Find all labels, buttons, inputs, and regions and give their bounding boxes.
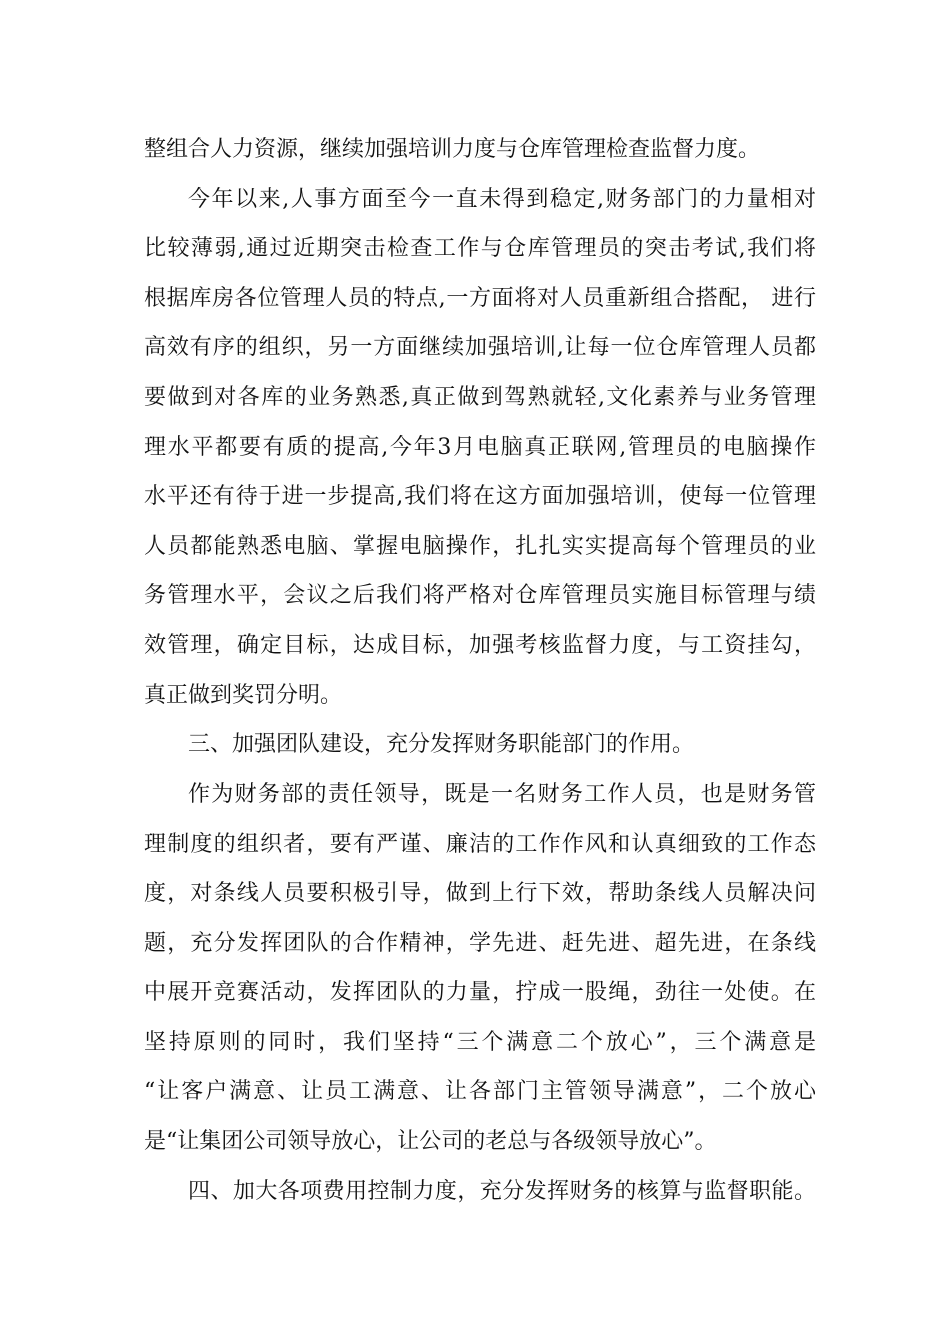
paragraph-line: 务管理水平，会议之后我们将严格对仓库管理员实施目标管理与绩 — [144, 583, 816, 608]
paragraph-line: 整组合人力资源，继续加强培训力度与仓库管理检查监督力度。 — [144, 137, 761, 162]
paragraph-line: 度，对条线人员要积极引导，做到上行下效，帮助条线人员解决问 — [144, 881, 816, 906]
paragraph-line: “让客户满意、让员工满意、让各部门主管领导满意”，二个放心 — [144, 1079, 816, 1104]
paragraph-line: 要做到对各库的业务熟悉,真正做到驾熟就轻,文化素养与业务管理 — [144, 385, 816, 410]
paragraph-line: 比较薄弱,通过近期突击检查工作与仓库管理员的突击考试,我们将 — [144, 236, 816, 261]
paragraph-line: 人员都能熟悉电脑、掌握电脑操作，扎扎实实提高每个管理员的业 — [144, 534, 816, 559]
paragraph-first-line: 今年以来,人事方面至今一直未得到稳定,财务部门的力量相对 — [188, 187, 816, 212]
paragraph-line: 水平还有待于进一步提高,我们将在这方面加强培训，使每一位管理 — [144, 484, 816, 509]
paragraph-line: 中展开竞赛活动，发挥团队的力量，拧成一股绳，劲往一处使。在 — [144, 980, 816, 1005]
paragraph-line: 坚持原则的同时，我们坚持“三个满意二个放心”，三个满意是 — [144, 1030, 816, 1055]
paragraph-line: 题，充分发挥团队的合作精神，学先进、赶先进、超先进，在条线 — [144, 931, 816, 956]
paragraph-first-line: 作为财务部的责任领导，既是一名财务工作人员，也是财务管 — [188, 782, 816, 807]
paragraph-first-line: 三、加强团队建设，充分发挥财务职能部门的作用。 — [188, 732, 695, 757]
paragraph-line: 理水平都要有质的提高,今年3月电脑真正联网,管理员的电脑操作 — [144, 435, 816, 460]
paragraph-first-line: 四、加大各项费用控制力度，充分发挥财务的核算与监督职能。 — [188, 1179, 816, 1204]
paragraph-line: 高效有序的组织，另一方面继续加强培训,让每一位仓库管理人员都 — [144, 335, 816, 360]
paragraph-line: 真正做到奖罚分明。 — [144, 683, 343, 708]
paragraph-line: 理制度的组织者，要有严谨、廉洁的工作作风和认真细致的工作态 — [144, 832, 816, 857]
paragraph-line: 是“让集团公司领导放心，让公司的老总与各级领导放心”。 — [144, 1129, 717, 1154]
paragraph-line: 根据库房各位管理人员的特点,一方面将对人员重新组合搭配， 进行 — [144, 286, 816, 311]
paragraph-line: 效管理，确定目标，达成目标，加强考核监督力度，与工资挂勾， — [144, 633, 816, 658]
